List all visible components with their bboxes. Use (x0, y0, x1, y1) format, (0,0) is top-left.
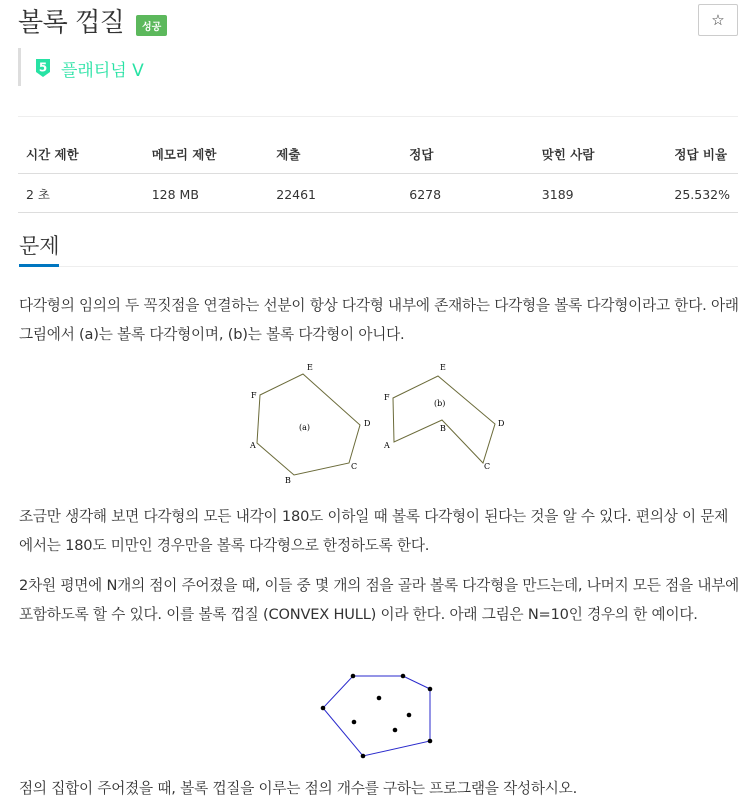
convex-hull-figure (316, 670, 446, 770)
header-solvers: 맞힌 사람 (534, 138, 667, 174)
problem-paragraph-3: 2차원 평면에 N개의 점이 주어졌을 때, 이들 중 몇 개의 점을 골라 볼록 다각형을 만드는데, 나머지 모든 점을 내부에 포함하도록 할 수 있다. 이를 볼록 껍질 (CONVEX HULL) 이라 한다. 아래 그림은 N=10인 경우의 한 예이다. (19, 577, 740, 623)
polygon-figure (246, 360, 526, 490)
vertex-label: B (440, 424, 446, 433)
value-solvers[interactable]: 3189 (534, 174, 667, 213)
polygon-b-label: (b) (434, 399, 446, 408)
point (393, 728, 398, 733)
vertex-label: C (351, 462, 358, 471)
header-accepted: 정답 (401, 138, 534, 174)
point (407, 713, 412, 718)
value-ratio: 25.532% (666, 174, 738, 213)
star-icon: ☆ (711, 11, 725, 29)
tier-label[interactable]: 플래티넘 V (61, 61, 144, 81)
convex-polygon-a (249, 363, 370, 485)
vertex-label: F (384, 393, 390, 402)
value-accepted[interactable]: 6278 (401, 174, 534, 213)
problem-paragraph-2: 조금만 생각해 보면 다각형의 모든 내각이 180도 이하일 때 볼록 다각형이 된다는 것을 알 수 있다. 편의상 이 문제에서는 180도 미만인 경우만을 볼록 다각형으로 한정하도록 한다. (19, 508, 729, 554)
vertex-label: D (498, 419, 505, 428)
vertex-label: E (307, 363, 313, 372)
table-header-row (18, 138, 738, 174)
point (361, 754, 366, 759)
concave-polygon-b (383, 363, 504, 471)
vertex-label: F (251, 391, 257, 400)
header-memory-limit: 메모리 제한 (144, 138, 269, 174)
divider (18, 116, 738, 117)
tier-box (18, 48, 144, 86)
point (351, 674, 356, 679)
value-memory-limit: 128 MB (144, 174, 269, 213)
vertex-label: E (440, 363, 446, 372)
value-submissions[interactable]: 22461 (268, 174, 401, 213)
vertex-label: A (250, 441, 256, 450)
point (321, 706, 326, 711)
vertex-label: A (384, 441, 390, 450)
convex-hull-polygon (323, 676, 430, 756)
vertex-label: D (364, 419, 371, 428)
tier-level: 5 (38, 60, 48, 75)
star-button[interactable] (698, 4, 738, 36)
point (352, 720, 357, 725)
value-time-limit: 2 초 (18, 174, 144, 213)
point (401, 674, 406, 679)
section-underline (19, 264, 59, 267)
header-time-limit: 시간 제한 (18, 138, 144, 174)
problem-paragraph-1: 다각형의 임의의 두 꼭짓점을 연결하는 선분이 항상 다각형 내부에 존재하는 다각형을 볼록 다각형이라고 한다. 아래 그림에서 (a)는 볼록 다각형이며, (b)는 볼록 다각형이 아니다. (19, 297, 739, 343)
tier-badge-icon (35, 58, 51, 78)
status-badge: 성공 (136, 15, 167, 36)
polygon-a-label: (a) (299, 423, 311, 432)
section-divider (19, 266, 738, 267)
problem-info-table (18, 138, 738, 213)
header-ratio: 정답 비율 (666, 138, 738, 174)
header-submissions: 제출 (268, 138, 401, 174)
page-title: 볼록 껍질 (18, 8, 125, 38)
section-title: 문제 (19, 234, 60, 258)
problem-paragraph-4: 점의 집합이 주어졌을 때, 볼록 껍질을 이루는 점의 개수를 구하는 프로그램을 작성하시오. (19, 780, 578, 797)
vertex-label: B (285, 476, 291, 485)
point (428, 739, 433, 744)
problem-header (18, 0, 738, 44)
point (428, 687, 433, 692)
point (377, 696, 382, 701)
vertex-label: C (484, 462, 491, 471)
table-row (18, 174, 738, 213)
